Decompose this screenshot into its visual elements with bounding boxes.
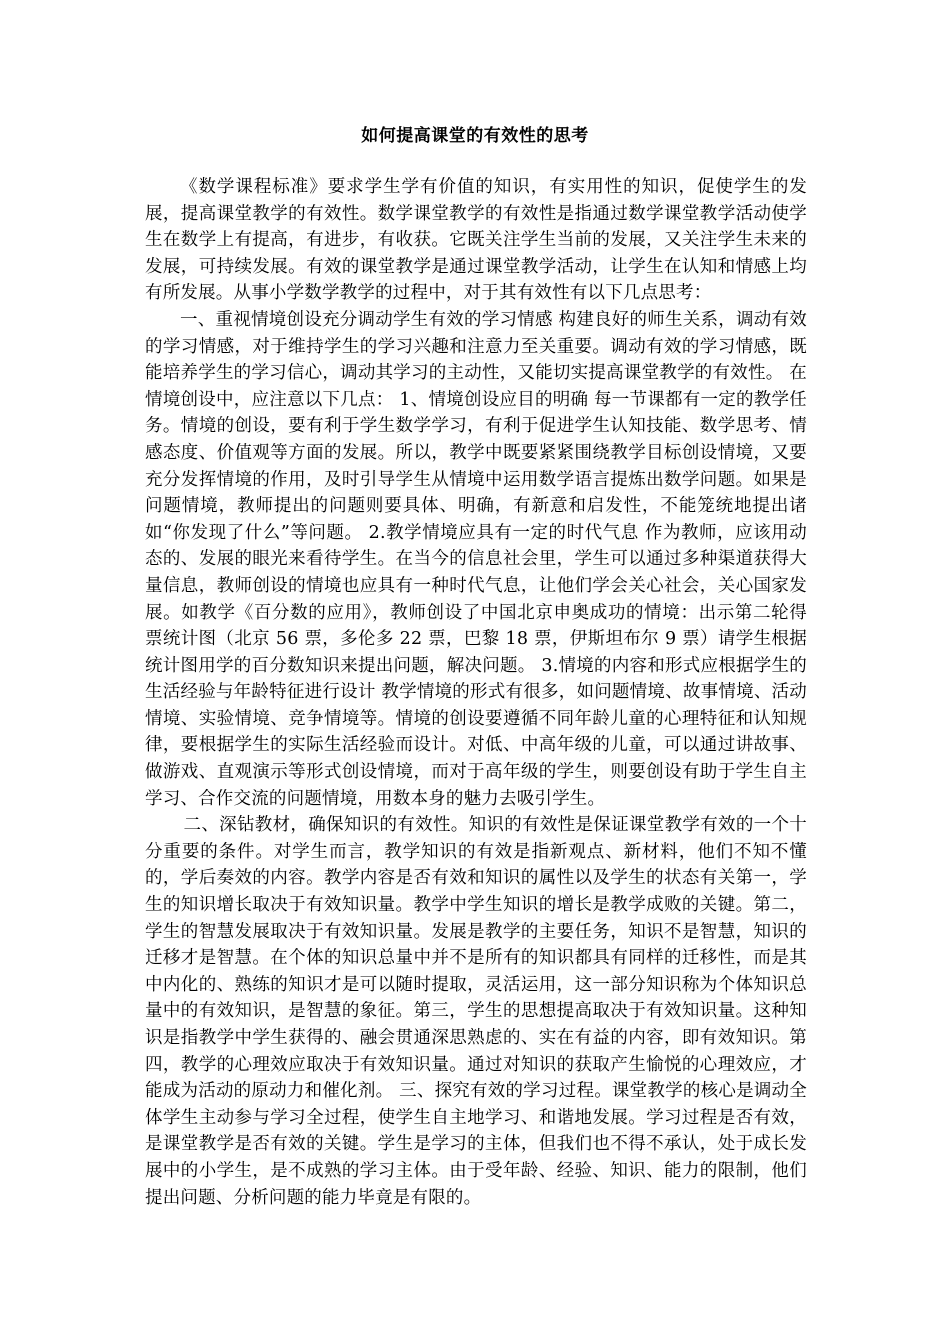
document-title: 如何提高课堂的有效性的思考 [361, 126, 589, 146]
paragraph-section-one: 一、重视情境创设充分调动学生有效的学习情感 构建良好的师生关系，调动有效的学习情感，对于维持学生的学习兴趣和注意力至关重要。调动有效的学习情感，既能培养学生的学习信心，调动其学习的主动性，又能切实提高课堂教学的有效性。 在情境创设中，应注意以下几点： 1、情境创设应目的明确 每一节课都有一定的教学任务。情境的创设，要有利于学生数学学习，有利于促进学生认知技能、数学思考、情感态度、价值观等方面的发展。所以，教学中既要紧紧围绕教学目标创设情境，又要充分发挥情境的作用，及时引导学生从情境中运用数学语言提炼出数学问题。如果是问题情境，教师提出的问题则要具体、明确，有新意和启发性，不能笼统地提出诸如“你发现了什么”等问题。 2.教学情境应具有一定的时代气息 作为教师，应该用动态的、发展的眼光来看待学生。在当今的信息社会里，学生可以通过多种渠道获得大量信息，教师创设的情境也应具有一种时代气息，让他们学会关心社会，关心国家发展。如教学《百分数的应用》，教师创设了中国北京申奥成功的情境：出示第二轮得票统计图（北京 56 票，多伦多 22 票，巴黎 18 票，伊斯坦布尔 9 票）请学生根据统计图用学的百分数知识来提出问题，解决问题。 3.情境的内容和形式应根据学生的生活经验与年龄特征进行设计 教学情境的形式有很多，如问题情境、故事情境、活动情境、实验情境、竞争情境等。情境的创设要遵循不同年龄儿童的心理特征和认知规律，要根据学生的实际生活经验而设计。对低、中高年级的儿童，可以通过讲故事、做游戏、直观演示等形式创设情境，而对于高年级的学生，则要创设有助于学生自主学习、合作交流的问题情境，用数本身的魅力去吸引学生。 [145, 309, 807, 809]
document-body [145, 174, 807, 1211]
paragraph-section-two: 二、深钻教材，确保知识的有效性。知识的有效性是保证课堂教学有效的一个十分重要的条件。对学生而言，教学知识的有效是指新观点、新材料，他们不知不懂的，学后奏效的内容。教学内容是否有效和知识的属性以及学生的状态有关第一，学生的知识增长取决于有效知识量。教学中学生知识的增长是教学成败的关键。第二，学生的智慧发展取决于有效知识量。发展是教学的主要任务，知识不是智慧，知识的迁移才是智慧。在个体的知识总量中并不是所有的知识都具有同样的迁移性，而是其中内化的、熟练的知识才是可以随时提取，灵活运用，这一部分知识称为个体知识总量中的有效知识，是智慧的象征。第三，学生的思想提高取决于有效知识量。这种知识是指教学中学生获得的、融会贯通深思熟虑的、实在有益的内容，即有效知识。第四，教学的心理效应取决于有效知识量。通过对知识的获取产生愉悦的心理效应，才能成为活动的原动力和催化剂。 三、探究有效的学习过程。课堂教学的核心是调动全体学生主动参与学习全过程，使学生自主地学习、和谐地发展。学习过程是否有效，是课堂教学是否有效的关键。学生是学习的主体，但我们也不得不承认，处于成长发展中的小学生，是不成熟的学习主体。由于受年龄、经验、知识、能力的限制，他们提出问题、分析问题的能力毕竟是有限的。 [145, 815, 807, 1208]
paragraph-intro: 《数学课程标准》要求学生学有价值的知识，有实用性的知识，促使学生的发展，提高课堂教学的有效性。数学课堂教学的有效性是指通过数学课堂教学活动使学生在数学上有提高，有进步，有收获。它既关注学生当前的发展，又关注学生未来的发展，可持续发展。有效的课堂教学是通过课堂教学活动，让学生在认知和情感上均有所发展。从事小学数学教学的过程中，对于其有效性有以下几点思考： [145, 177, 807, 304]
